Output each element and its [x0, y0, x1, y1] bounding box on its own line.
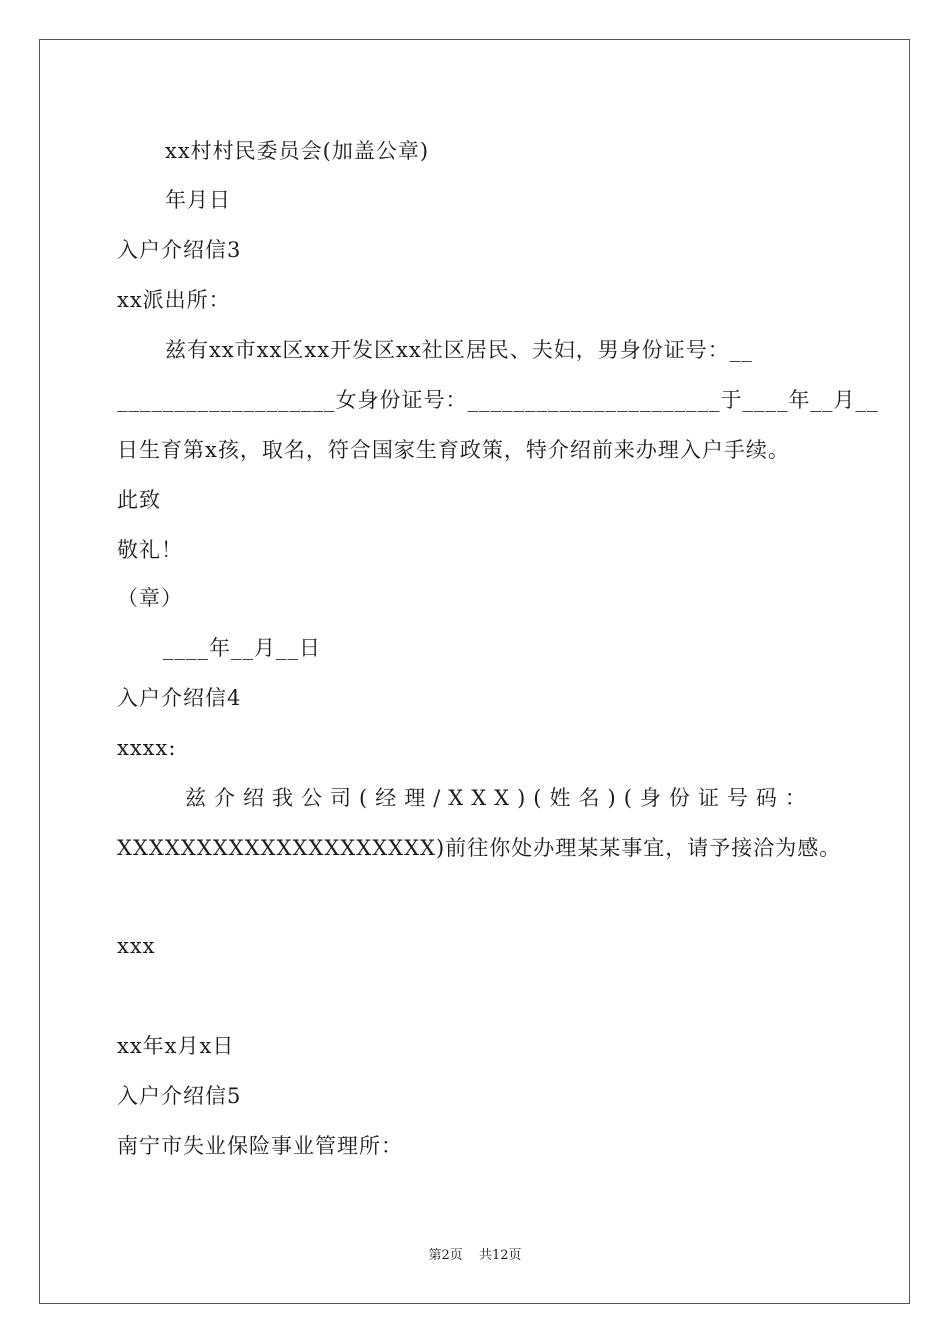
body-paragraph-line: 日生育第x孩，取名，符合国家生育政策，特介绍前来办理入户手续。 [117, 438, 790, 462]
closing-salutation: 敬礼！ [117, 538, 183, 562]
page-number: 第2页 [428, 1248, 463, 1263]
section-heading-5: 入户介绍信5 [117, 1084, 242, 1108]
signature-name: xxx [117, 934, 156, 958]
body-paragraph-line: XXXXXXXXXXXXXXXXXXXX)前往你处办理某某事宜，请予接洽为感。 [117, 836, 842, 860]
recipient-line: 南宁市失业保险事业管理所： [117, 1134, 403, 1158]
signature-committee: xx村村民委员会(加盖公章) [165, 139, 430, 163]
body-paragraph-line: ___________________女身份证号：______________________于____年__月__ [117, 388, 879, 412]
seal-line: （章） [117, 586, 183, 610]
date-line: 年月日 [165, 188, 231, 212]
page-footer [0, 1247, 950, 1265]
body-paragraph-line: 兹有xx市xx区xx开发区xx社区居民、夫妇，男身份证号：__ [165, 338, 753, 362]
section-heading-4: 入户介绍信4 [117, 686, 242, 710]
closing-line: 此致 [117, 488, 161, 512]
page-total: 共12页 [478, 1248, 522, 1263]
date-line: xx年x月x日 [117, 1034, 235, 1058]
section-heading-3: 入户介绍信3 [117, 238, 242, 262]
recipient-line: xx派出所： [117, 288, 231, 312]
page-border [39, 39, 910, 1304]
recipient-line: xxxx: [117, 736, 177, 760]
date-line: ____年__月__日 [163, 636, 321, 660]
body-paragraph-line: 兹介绍我公司(经理/XXX)(姓名)(身份证号码： [185, 786, 814, 810]
